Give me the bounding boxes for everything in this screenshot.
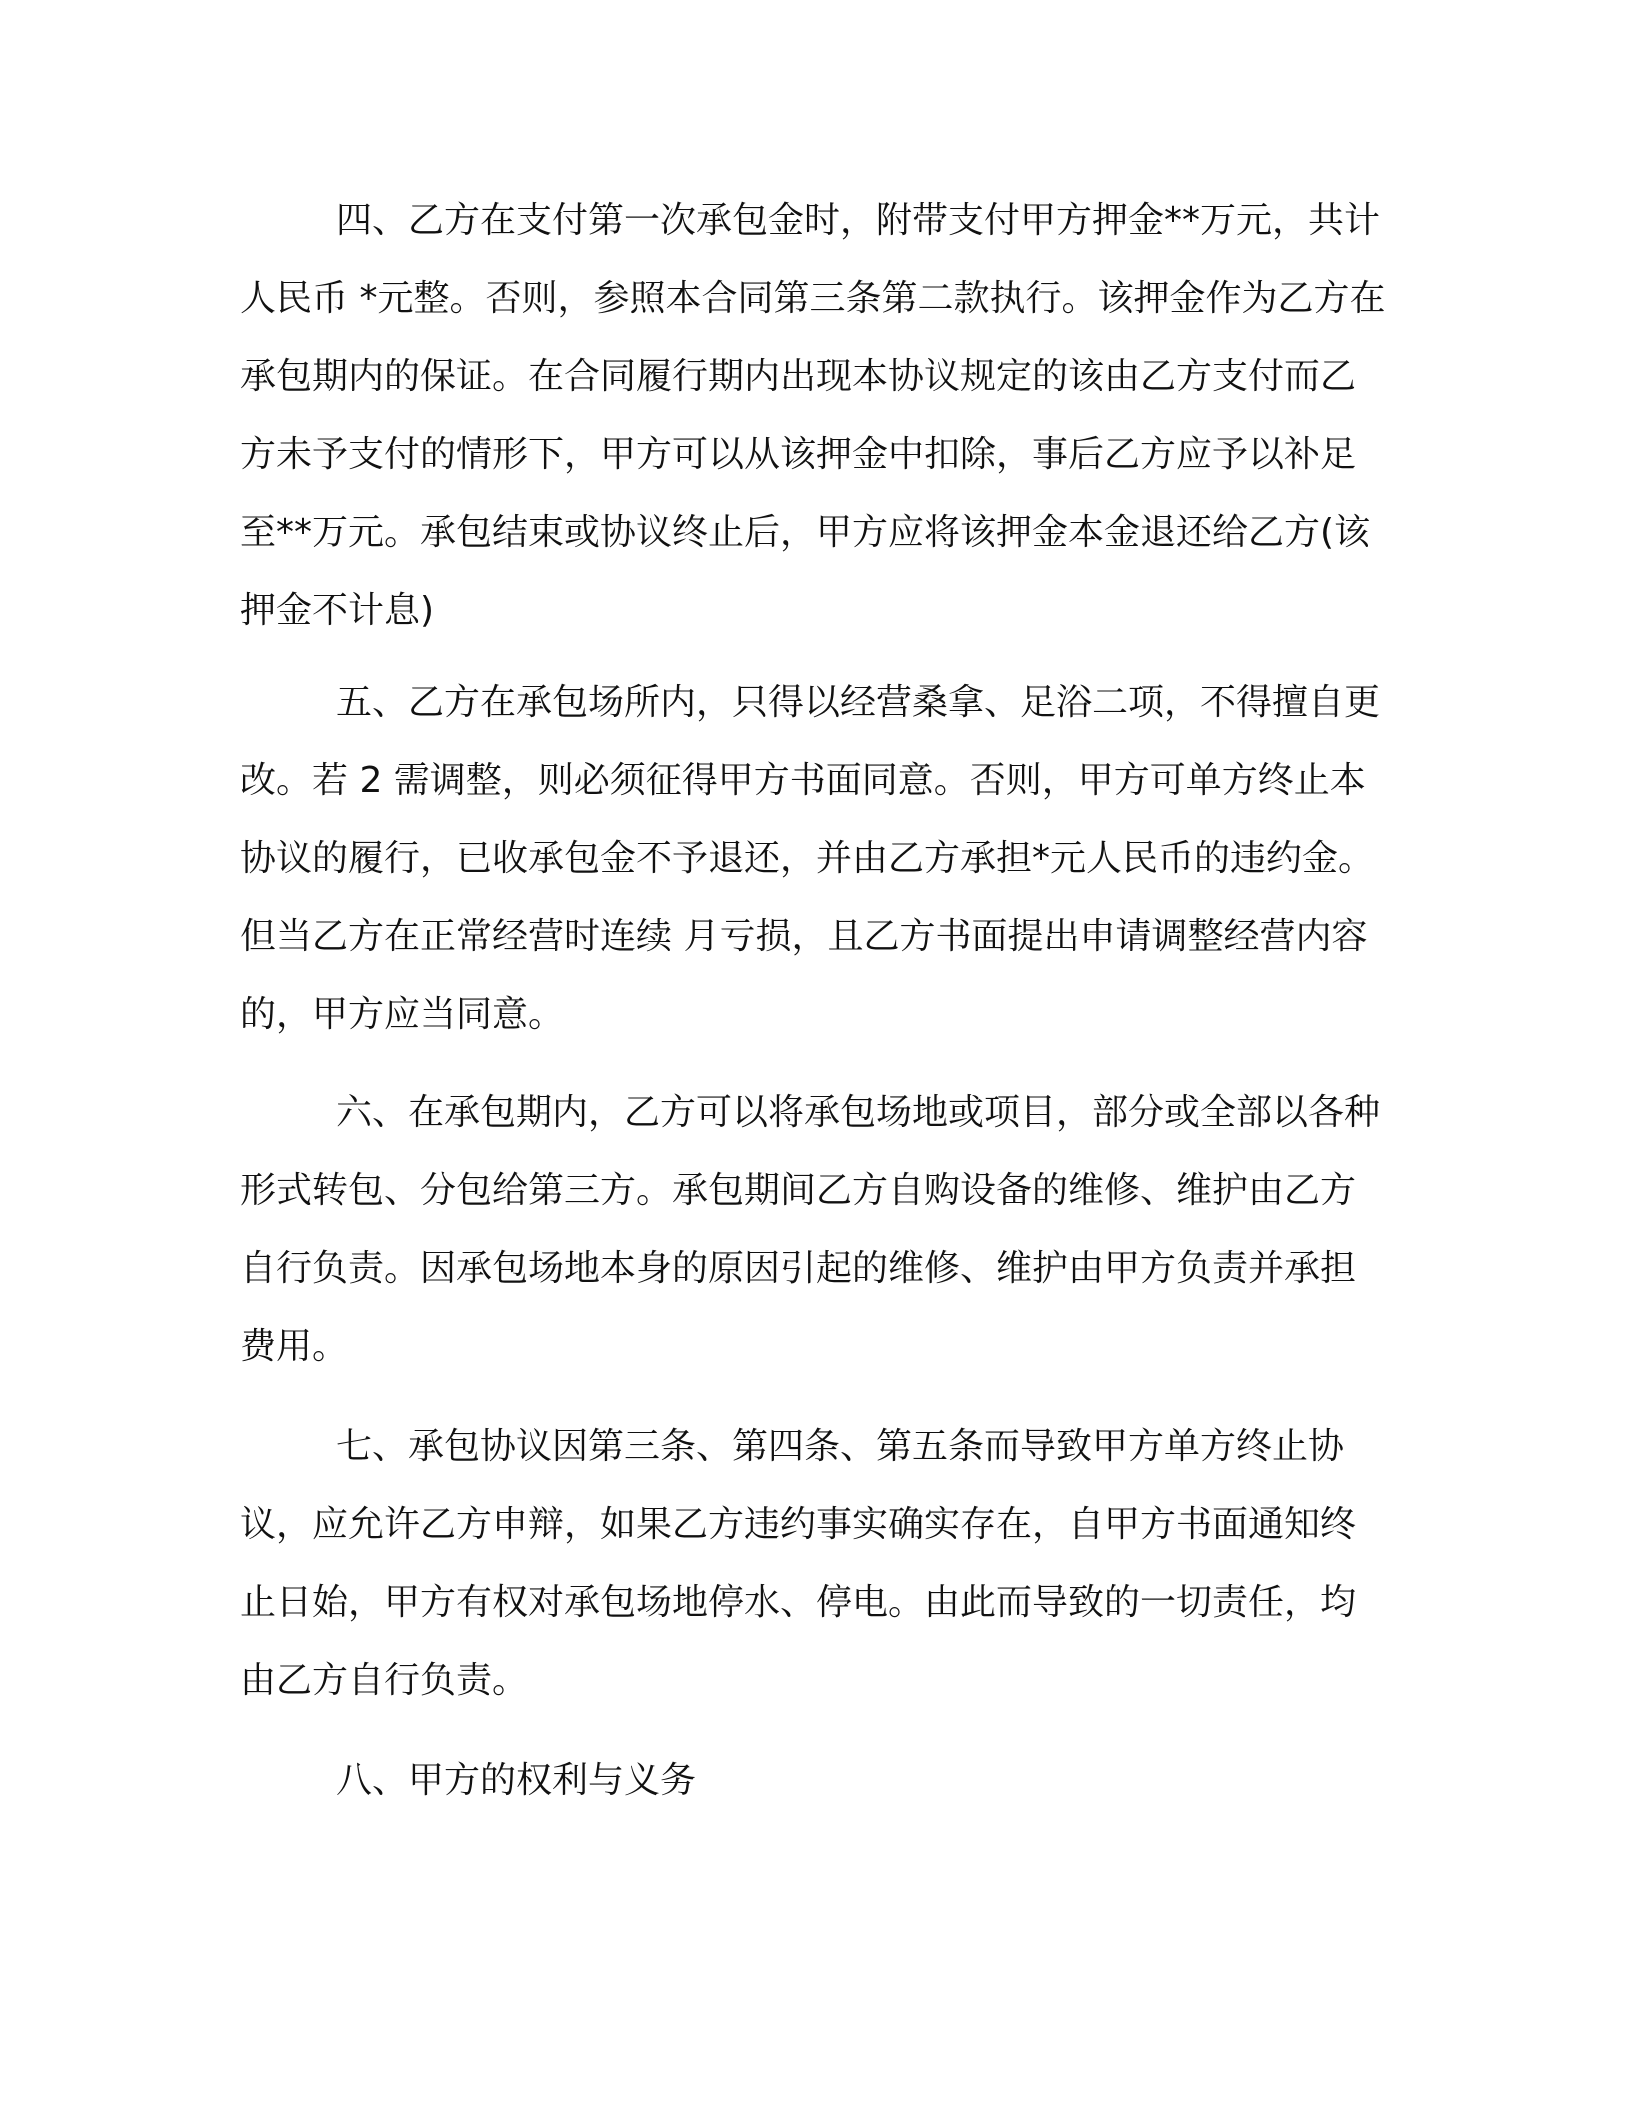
clause-5-paragraph: 五、乙方在承包场所内，只得以经营桑拿、足浴二项，不得擅自更改。若 2 需调整，则必须征得甲方书面同意。否则，甲方可单方终止本协议的履行，已收承包金不予退还，并由乙方承担*元人民币的违约金。但当乙方在正常经营时连续 月亏损，且乙方书面提出申请调整经营内容的，甲方应当同意。 <box>240 682 1381 1035</box>
clause-4-paragraph: 四、乙方在支付第一次承包金时，附带支付甲方押金**万元，共计人民币 *元整。否则，参照本合同第三条第二款执行。该押金作为乙方在承包期内的保证。在合同履行期内出现本协议规定的该由乙方支付而乙方未予支付的情形下，甲方可以从该押金中扣除，事后乙方应予以补足至**万元。承包结束或协议终止后，甲方应将该押金本金退还给乙方(该押金不计息) <box>240 200 1386 631</box>
clause-7-paragraph: 七、承包协议因第三条、第四条、第五条而导致甲方单方终止协议，应允许乙方申辩，如果乙方违约事实确实存在，自甲方书面通知终止日始，甲方有权对承包场地停水、停电。由此而导致的一切责任，均由乙方自行负责。 <box>240 1426 1357 1701</box>
clause-6-paragraph: 六、在承包期内，乙方可以将承包场地或项目，部分或全部以各种形式转包、分包给第三方。承包期间乙方自购设备的维修、维护由乙方自行负责。因承包场地本身的原因引起的维修、维护由甲方负责并承担费用。 <box>240 1092 1381 1367</box>
clause-8-heading: 八、甲方的权利与义务 <box>336 1760 697 1801</box>
